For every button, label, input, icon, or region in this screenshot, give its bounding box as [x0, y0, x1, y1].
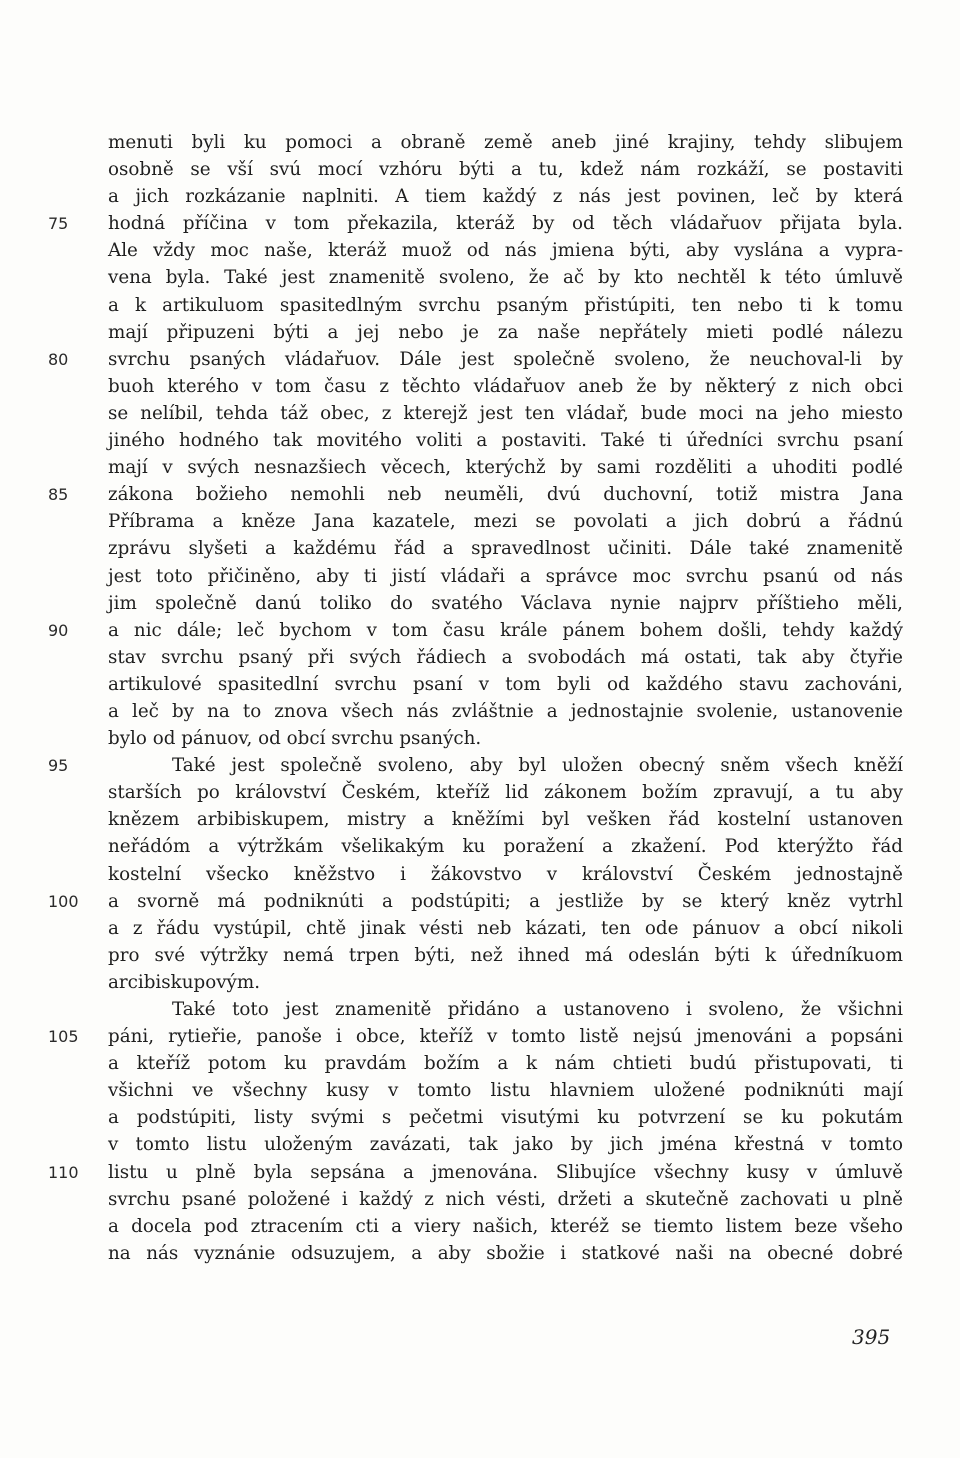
text-line [108, 183, 903, 210]
text-line [108, 915, 903, 942]
line-text: knězem arbibiskupem, mistry a kněžími byl vešken řád kostelní ustanoven [108, 809, 903, 831]
line-text: mají v svých nesnazšiech věcech, kterýchž by sami rozděliti a uhoditi podlé [108, 457, 903, 479]
line-text: starších po království Českém, kteříž lid zákonem božím zpravují, a tu aby [108, 782, 903, 804]
line-number: 110 [48, 1162, 79, 1182]
text-line [108, 373, 903, 400]
line-number: 95 [48, 756, 69, 776]
line-text: Ale vždy moc naše, kteráž muož od nás jmiena býti, aby vyslána a vypra- [108, 240, 903, 262]
line-text: neřádóm a výtržkám všelikakým ku poražení a zkažení. Pod kterýžto řád [108, 836, 903, 858]
line-text: svrchu psané položené i každý z nich vésti, držeti a skutečně zachovati u plně [108, 1188, 903, 1210]
line-text: jim společně danú toliko do svatého Václava nynie najprv příštieho měli, [108, 592, 903, 614]
line-number: 105 [48, 1027, 79, 1047]
text-line [108, 563, 903, 590]
text-line [108, 644, 903, 671]
text-line [108, 942, 903, 969]
text-line [48, 210, 903, 237]
text-line [108, 671, 903, 698]
text-line [108, 1050, 903, 1077]
line-text: svrchu psaných vládařuov. Dále jest společně svoleno, že neuchoval-li by [108, 348, 903, 370]
text-line [108, 1131, 903, 1158]
text-line [108, 806, 903, 833]
line-text: Také toto jest znamenitě přidáno a ustanoveno i svoleno, že všichni [172, 999, 903, 1020]
line-text: hodná příčina v tom překazila, kteráž by od těch vládařuov přijata byla. [108, 213, 903, 235]
text-line [48, 1159, 903, 1186]
line-text: na nás vyznánie odsuzujem, a aby sbožie i statkové naši na obecné dobré [108, 1242, 903, 1264]
line-text: arcibiskupovým. [108, 971, 261, 993]
body-text [48, 129, 903, 1267]
line-text: vena byla. Také jest znamenitě svoleno, že ač by kto nechtěl k této úmluvě [108, 267, 903, 289]
line-text: buoh kterého v tom času z těchto vládařuov aneb že by některý z nich obci [108, 375, 903, 397]
text-line [108, 725, 903, 752]
line-text: kostelní všecko kněžstvo i žákovstvo v království Českém jednostajně [108, 863, 903, 885]
line-text: a jich rozkázanie naplniti. A tiem každý z nás jest povinen, leč by která [108, 186, 903, 208]
line-text: a k artikuluom spasitedlným svrchu psaným přistúpiti, ten nebo ti k tomu [108, 294, 903, 316]
line-text: a leč by na to znova všech nás zvláštnie a jednostajnie svolenie, ustanovenie [108, 700, 903, 722]
text-line [108, 237, 903, 264]
text-line [108, 129, 903, 156]
text-line [108, 969, 903, 996]
line-text: a docela pod ztracením cti a viery našich, kteréž se tiemto listem beze všeho [108, 1215, 903, 1237]
text-line [108, 292, 903, 319]
line-text: a z řádu vystúpil, chtě jinak vésti neb kázati, ten ode pánuov a obcí nikoli [108, 917, 903, 939]
line-text: osobně se vší svú mocí vzhóru býti a tu, kdež nám rozkáží, se postaviti [108, 159, 903, 181]
text-line [108, 861, 903, 888]
page-number: 395 [852, 1325, 891, 1349]
line-text: a nic dále; leč bychom v tom času krále pánem bohem došli, tehdy každý [108, 619, 903, 641]
text-line [108, 1213, 903, 1240]
line-text: stav svrchu psaný při svých řádiech a svobodách má ostati, tak aby čtyřie [108, 646, 903, 668]
line-number: 75 [48, 214, 69, 234]
line-text: pro své výtržky nemá trpen býti, než ihned má odeslán býti k úředníkuom [108, 944, 903, 966]
text-line [108, 454, 903, 481]
text-line [108, 833, 903, 860]
line-text: menuti byli ku pomoci a obraně země aneb jiné krajiny, tehdy slibujem [108, 132, 903, 153]
text-line [48, 346, 903, 373]
text-line [108, 319, 903, 346]
line-text: artikulové spasitedlní svrchu psaní v tom byli od každého stavu zachováni, [108, 673, 903, 695]
line-text: a podstúpiti, listy svými s pečetmi visutými ku potvrzení se ku pokutám [108, 1107, 903, 1129]
text-line [108, 1077, 903, 1104]
text-line [48, 481, 903, 508]
text-line [108, 400, 903, 427]
text-line [108, 996, 903, 1023]
text-line [108, 590, 903, 617]
line-number: 80 [48, 349, 69, 369]
line-number: 100 [48, 891, 79, 911]
line-text: bylo od pánuov, od obcí svrchu psaných. [108, 728, 482, 750]
text-line [108, 1104, 903, 1131]
line-text: všichni ve všechny kusy v tomto listu hlavniem uložené podniknúti mají [108, 1080, 903, 1102]
text-line [108, 1240, 903, 1267]
text-line [108, 508, 903, 535]
text-line [48, 617, 903, 644]
text-line [108, 535, 903, 562]
line-text: a svorně má podniknúti a podstúpiti; a jestliže by se který kněz vytrhl [108, 890, 903, 912]
line-text: mají připuzeni býti a jej nebo je za naše nepřátely mieti podlé nálezu [108, 321, 903, 343]
text-line [108, 698, 903, 725]
text-line [108, 427, 903, 454]
line-text: listu u plně byla sepsána a jmenována. Slibujíce všechny kusy v úmluvě [108, 1161, 903, 1183]
text-line [108, 1186, 903, 1213]
text-line [108, 156, 903, 183]
text-line [48, 1023, 903, 1050]
line-text: Příbrama a kněze Jana kazatele, mezi se povolati a jich dobrú a řádnú [108, 511, 903, 533]
line-text: zákona božieho nemohli neb neuměli, dvú duchovní, totiž mistra Jana [108, 484, 903, 506]
line-text: zprávu slyšeti a každému řád a spravedlnost učiniti. Dále také znamenitě [108, 538, 903, 560]
text-line [108, 779, 903, 806]
line-text: Také jest společně svoleno, aby byl uložen obecný sněm všech kněží [172, 755, 903, 777]
line-text: jest toto přičiněno, aby ti jistí vládaři a správce moc svrchu psanú od nás [108, 565, 903, 587]
line-text: se nelíbil, tehda táž obec, z kterejž jest ten vládař, bude moci na jeho miesto [108, 402, 903, 424]
line-text: páni, rytieřie, panoše i obce, kteříž v tomto listě nejsú jmenováni a popsáni [108, 1026, 903, 1048]
line-number: 85 [48, 485, 69, 505]
text-line [48, 752, 903, 779]
line-text: jiného hodného tak movitého voliti a postaviti. Také ti úředníci svrchu psaní [108, 430, 903, 452]
line-text: a kteříž potom ku pravdám božím a k nám chtieti budú přistupovati, ti [108, 1053, 903, 1075]
line-number: 90 [48, 620, 69, 640]
line-text: v tomto listu uloženým zavázati, tak jako by jich jména křestná v tomto [108, 1134, 903, 1156]
text-line [48, 888, 903, 915]
text-line [108, 264, 903, 291]
